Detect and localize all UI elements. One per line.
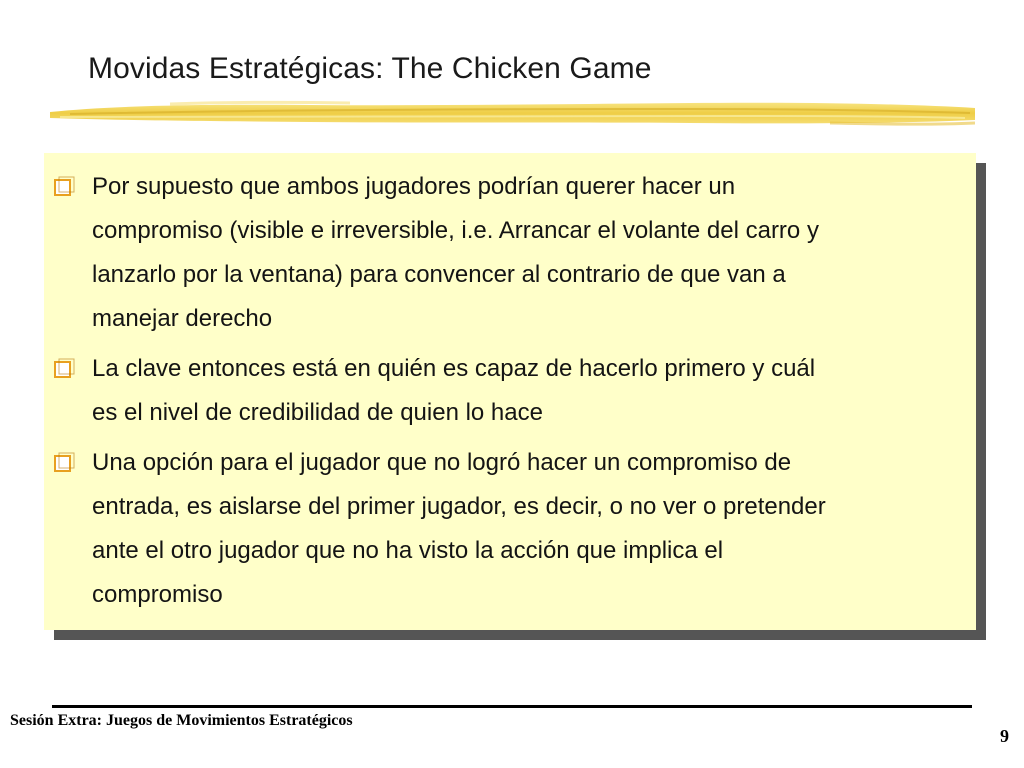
page-number: 9 — [1000, 726, 1009, 746]
bullet-line: La clave entonces está en quién es capaz de hacerlo primero y cuál — [92, 355, 816, 382]
bullet-line: entrada, es aislarse del primer jugador, es decir, o no ver o pretender — [92, 493, 826, 520]
bullet-line: Por supuesto que ambos jugadores podrían querer hacer un — [92, 173, 736, 200]
footer-divider — [52, 705, 972, 708]
bullet-item — [54, 347, 956, 435]
bullet-item — [54, 165, 956, 341]
bullet-line: manejar derecho — [92, 305, 273, 332]
bullet-line: compromiso (visible e irreversible, i.e. Arrancar el volante del carro y — [92, 217, 819, 244]
hollow-square-checkbox-icon — [54, 358, 76, 380]
bullet-line: ante el otro jugador que no ha visto la acción que implica el — [92, 537, 724, 564]
bullet-list — [44, 153, 976, 617]
bullet-line: es el nivel de credibilidad de quien lo hace — [92, 399, 543, 426]
hollow-square-checkbox-icon — [54, 176, 76, 198]
bullet-line: Una opción para el jugador que no logró hacer un compromiso de — [92, 449, 792, 476]
footer-text: Sesión Extra: Juegos de Movimientos Estratégicos — [10, 712, 353, 729]
bullet-line: lanzarlo por la ventana) para convencer al contrario de que van a — [92, 261, 786, 288]
title-underline-brushstroke — [50, 96, 975, 132]
hollow-square-checkbox-icon — [54, 452, 76, 474]
content-box — [44, 153, 976, 630]
bullet-item — [54, 441, 956, 617]
bullet-line: compromiso — [92, 581, 223, 608]
slide-title: Movidas Estratégicas: The Chicken Game — [88, 52, 652, 85]
